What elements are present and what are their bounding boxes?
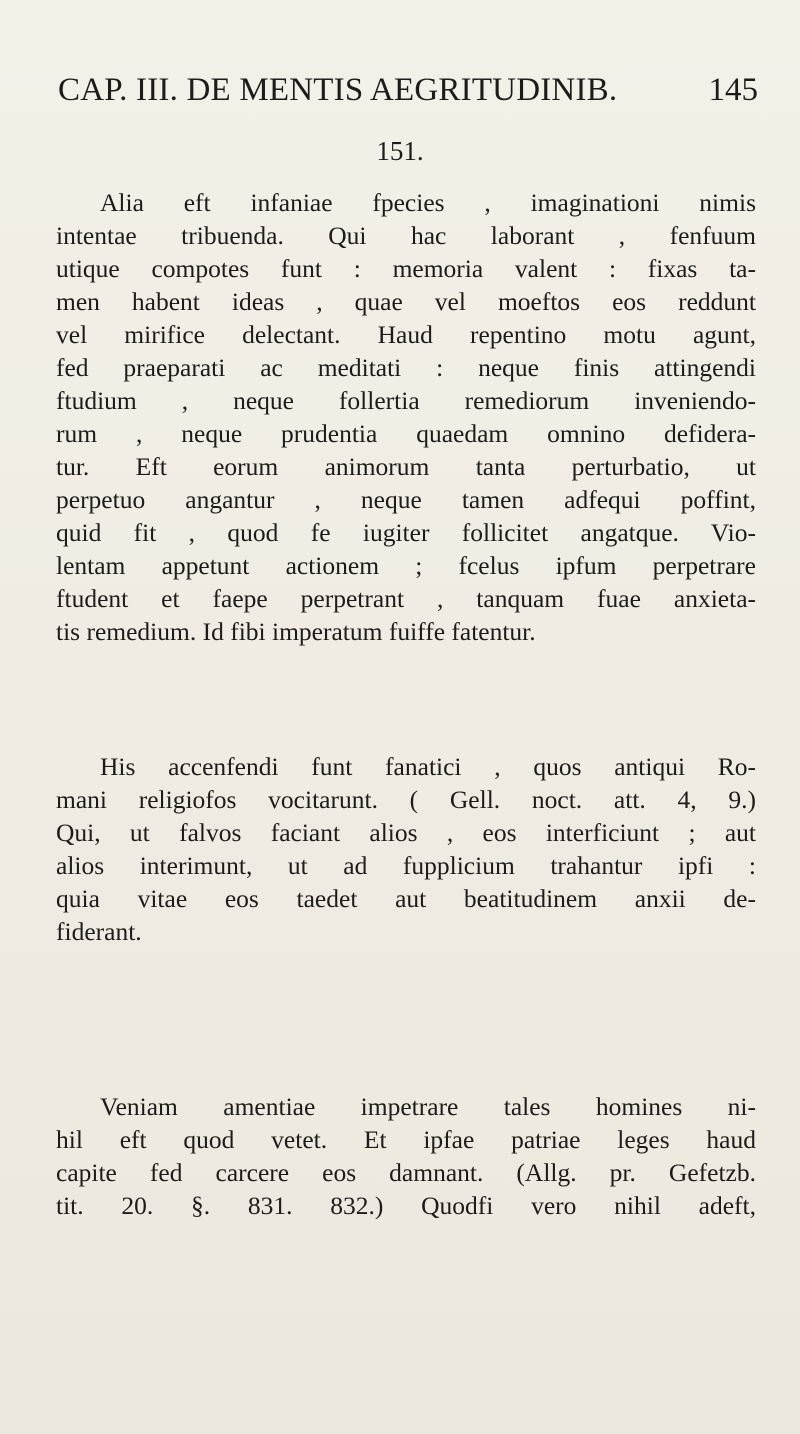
text-line: alios interimunt, ut ad fupplicium trahantur ipfi : xyxy=(56,851,756,880)
page-number: 145 xyxy=(708,72,758,108)
text-line: perpetuo angantur , neque tamen adfequi poffint, xyxy=(56,485,756,514)
text-line: Alia eft infaniae fpecies , imaginationi nimis xyxy=(100,188,756,217)
text-line: ftudent et faepe perpetrant , tanquam fuae anxieta- xyxy=(56,584,756,613)
text-line: ftudium , neque follertia remediorum inveniendo- xyxy=(56,386,756,415)
text-line: quid fit , quod fe iugiter follicitet angatque. Vio- xyxy=(56,518,756,547)
running-head xyxy=(58,72,758,122)
text-line: tit. 20. §. 831. 832.) Quodfi vero nihil adeft, xyxy=(56,1191,756,1220)
text-line: fed praeparati ac meditati : neque finis attingendi xyxy=(56,353,756,382)
text-line: quia vitae eos taedet aut beatitudinem anxii de- xyxy=(56,884,756,913)
text-line: rum , neque prudentia quaedam omnino defidera- xyxy=(56,419,756,448)
text-line: tur. Eft eorum animorum tanta perturbatio, ut xyxy=(56,452,756,481)
text-line: intentae tribuenda. Qui hac laborant , fenfuum xyxy=(56,221,756,250)
text-line: lentam appetunt actionem ; fcelus ipfum perpetrare xyxy=(56,551,756,580)
text-line: mani religiofos vocitarunt. ( Gell. noct. att. 4, 9.) xyxy=(56,785,756,814)
section-number: 151. xyxy=(376,136,424,166)
text-line: utique compotes funt : memoria valent : fixas ta- xyxy=(56,254,756,283)
text-line: Veniam amentiae impetrare tales homines ni- xyxy=(100,1092,756,1121)
paragraph-2 xyxy=(56,750,756,948)
text-line: men habent ideas , quae vel moeftos eos reddunt xyxy=(56,287,756,316)
text-line: capite fed carcere eos damnant. (Allg. pr. Gefetzb. xyxy=(56,1158,756,1187)
text-line: hil eft quod vetet. Et ipfae patriae leges haud xyxy=(56,1125,756,1154)
text-line: tis remedium. Id fibi imperatum fuiffe fatentur. xyxy=(56,617,536,646)
chapter-title: CAP. III. DE MENTIS AEGRITUDINIB. xyxy=(58,72,618,108)
text-line: Qui, ut falvos faciant alios , eos interficiunt ; aut xyxy=(56,818,756,847)
text-line: vel mirifice delectant. Haud repentino motu agunt, xyxy=(56,320,756,349)
text-line: fiderant. xyxy=(56,917,142,946)
paragraph-3 xyxy=(56,1090,756,1222)
paragraph-1 xyxy=(56,186,756,648)
text-line: His accenfendi funt fanatici , quos antiqui Ro- xyxy=(100,752,756,781)
